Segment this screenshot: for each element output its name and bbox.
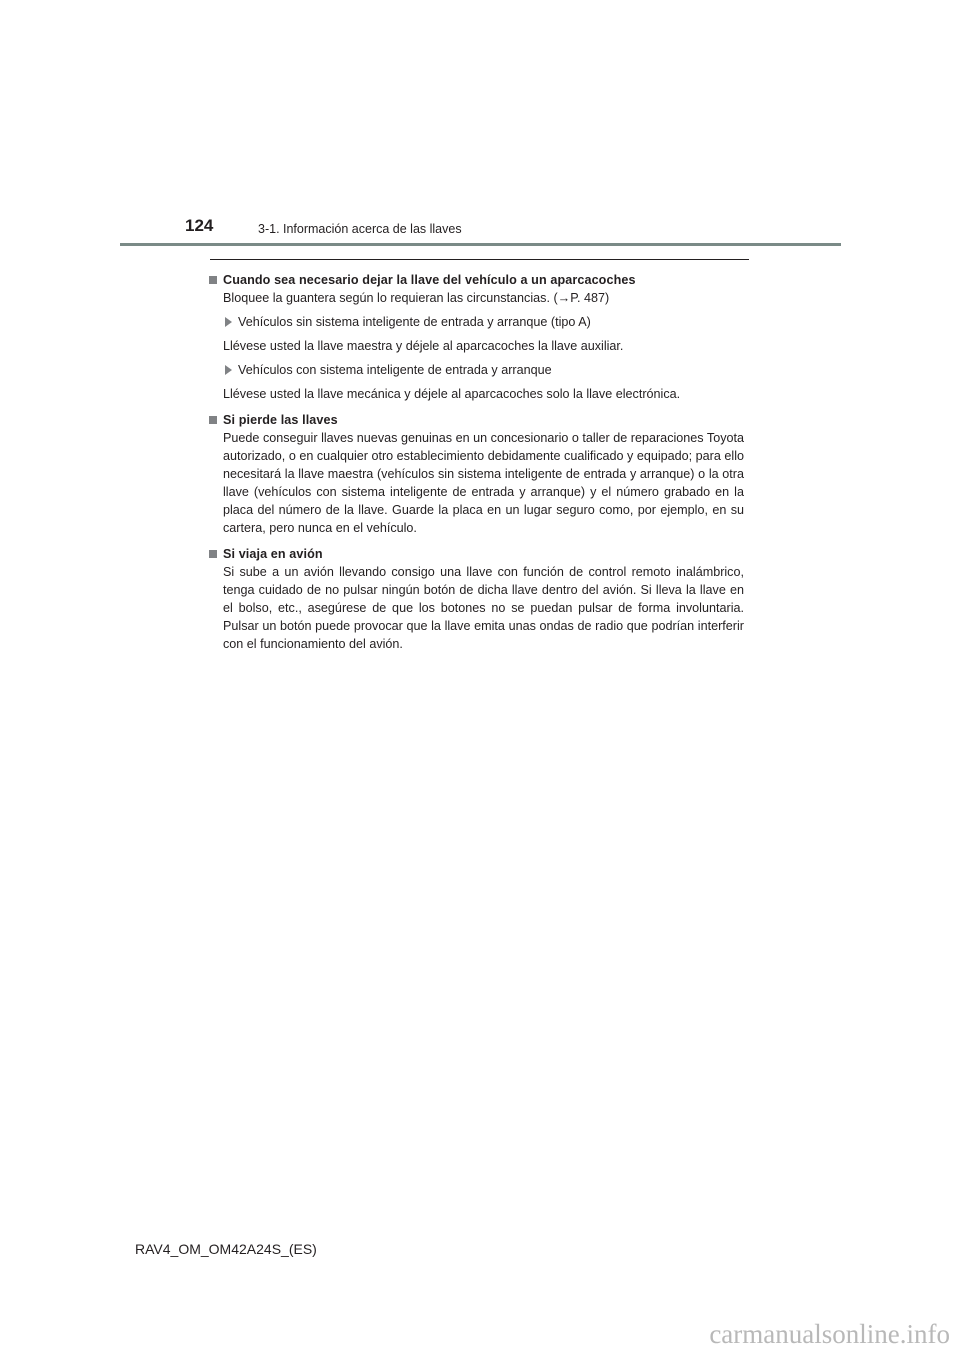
sub-heading: Vehículos sin sistema inteligente de entrada y arranque (tipo A) [238,315,591,329]
page-number: 124 [185,216,214,235]
paragraph: Bloquee la guantera según lo requieran las circunstancias. (→P. 487) [223,291,610,305]
section-heading: Cuando sea necesario dejar la llave del vehículo a un aparcacoches [223,273,636,287]
triangle-bullet-icon [225,317,232,327]
section-airplane [209,545,744,653]
paragraph: Si sube a un avión llevando consigo una llave con función de control remoto inalámbrico, tenga cuidado de no pulsar ningún botón de dicha llave dentro del avión. Si lleva la llave en el bolso, etc., asegúrese de que los botones no se puedan pulsar de forma involuntaria. Pulsar un botón puede provocar que la llave emita unas ondas de radio que podrían interferir con el funcionamiento del avión. [223,565,744,651]
triangle-bullet-icon [225,365,232,375]
section-valet [209,271,744,403]
sub-heading: Vehículos con sistema inteligente de entrada y arranque [238,363,552,377]
paragraph: Puede conseguir llaves nuevas genuinas en un concesionario o taller de reparaciones Toyota autorizado, o en cualquier otro establecimiento debidamente cualificado y equipado; para ello necesitará la llave maestra (vehículos sin sistema inteligente de entrada y arranque) o la otra llave (vehículos con sistema inteligente de entrada y arranque) y el número grabado en la placa del número de la llave. Guarde la placa en un lugar seguro como, por ejemplo, en su cartera, pero nunca en el vehículo. [223,431,744,535]
section-lost-keys [209,411,744,537]
section-title: 3-1. Información acerca de las llaves [258,222,462,236]
paragraph: Llévese usted la llave mecánica y déjele al aparcacoches solo la llave electrónica. [223,387,681,401]
header-divider [120,243,841,246]
content-divider [210,259,749,260]
square-bullet-icon [209,550,217,558]
watermark-link[interactable]: carmanualsonline.info [709,1318,950,1349]
section-heading: Si viaja en avión [223,547,323,561]
page-content [209,271,744,661]
section-heading: Si pierde las llaves [223,413,338,427]
square-bullet-icon [209,276,217,284]
paragraph: Llévese usted la llave maestra y déjele al aparcacoches la llave auxiliar. [223,339,624,353]
square-bullet-icon [209,416,217,424]
document-code: RAV4_OM_OM42A24S_(ES) [135,1241,317,1257]
